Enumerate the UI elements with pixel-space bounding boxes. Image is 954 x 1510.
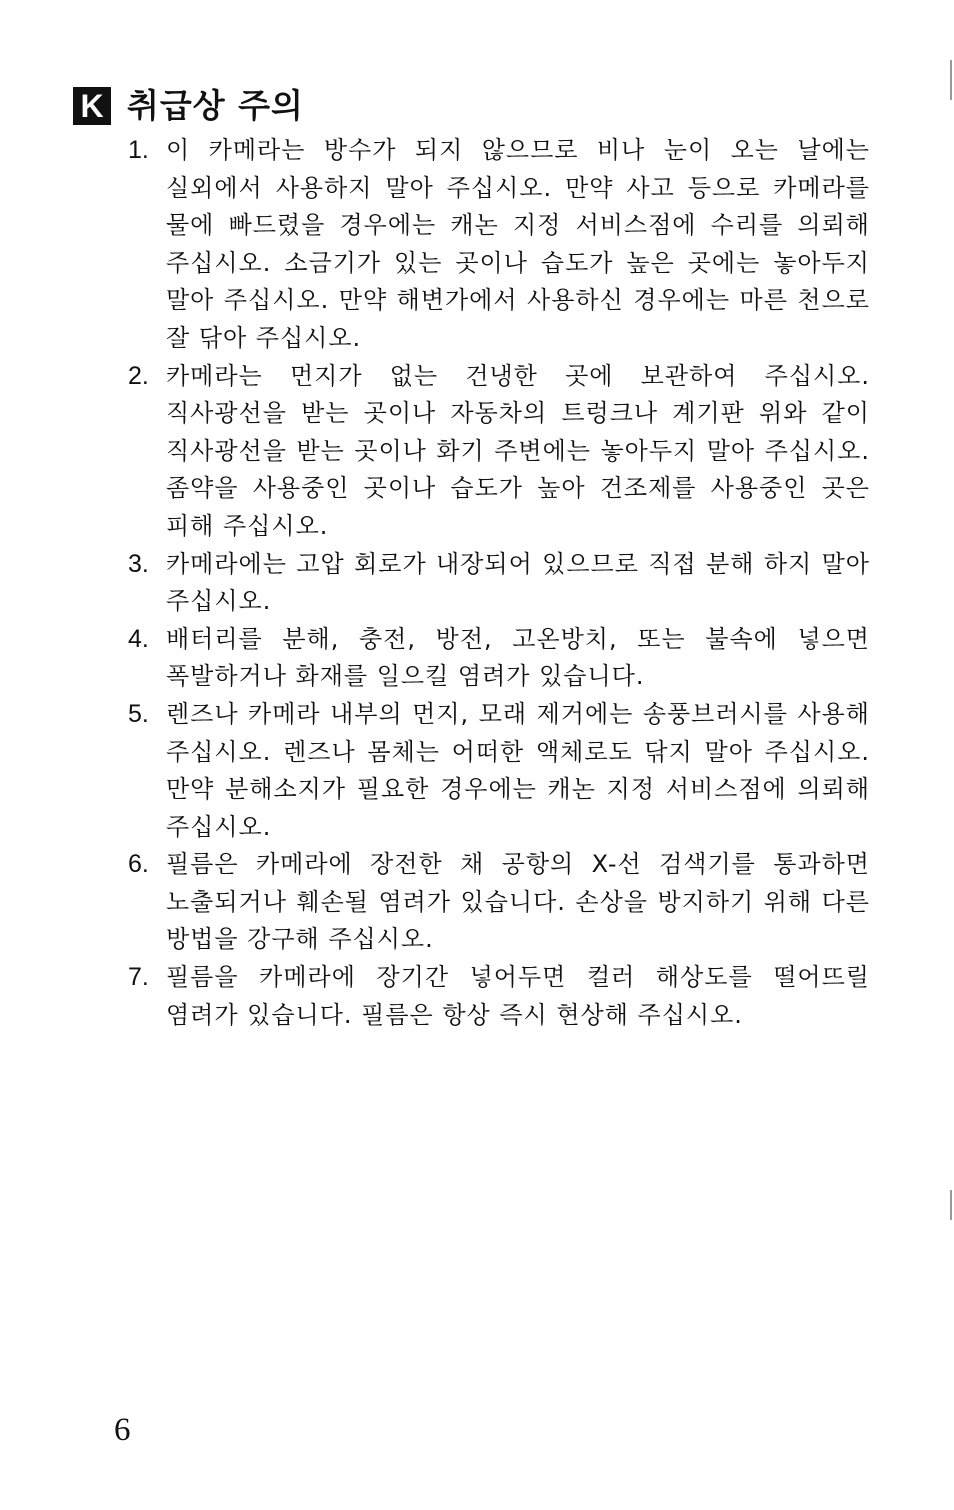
precaution-item-3 <box>128 546 870 621</box>
item-text: 렌즈나 카메라 내부의 먼지, 모래 제거에는 송풍브러시를 사용해 주십시오. 렌즈나 몸체는 어떠한 액체로도 닦지 말아 주십시오. 만약 분해소지가 필요한 경우에는 캐논 지정 서비스점에 의뢰해 주십시오. <box>166 699 870 841</box>
item-number: 1. <box>128 136 149 164</box>
item-number: 3. <box>128 549 149 578</box>
item-number: 5. <box>128 699 149 728</box>
item-text: 필름은 카메라에 장전한 채 공항의 X-선 검색기를 통과하면 노출되거나 훼손될 염려가 있습니다. 손상을 방지하기 위해 다른 방법을 강구해 주십시오. <box>166 850 870 954</box>
page-number: 6 <box>114 1412 131 1448</box>
precautions-list <box>128 132 870 1034</box>
precaution-item-1 <box>128 132 870 358</box>
item-text: 배터리를 분해, 충전, 방전, 고온방치, 또는 불속에 넣으면 폭발하거나 화재를 일으킬 염려가 있습니다. <box>166 624 870 691</box>
precaution-item-6 <box>128 846 870 959</box>
item-text: 카메라에는 고압 회로가 내장되어 있으므로 직접 분해 하지 말아 주십시오. <box>166 549 870 616</box>
section-heading <box>73 86 304 126</box>
precaution-item-4 <box>128 621 870 696</box>
item-text: 카메라는 먼지가 없는 건냉한 곳에 보관하여 주십시오. 직사광선을 받는 곳이나 자동차의 트렁크나 계기판 위와 같이 직사광선을 받는 곳이나 화기 주변에는 놓아두지 말아 주십시오. 좀약을 사용중인 곳이나 습도가 높아 건조제를 사용중인 곳은 피해 주십시오. <box>166 361 870 540</box>
item-text: 필름을 카메라에 장기간 넣어두면 컬러 해상도를 떨어뜨릴 염려가 있습니다. 필름은 항상 즉시 현상해 주십시오. <box>166 963 870 1029</box>
item-number: 2. <box>128 361 149 390</box>
precaution-item-5 <box>128 696 870 846</box>
scan-edge-mark <box>950 1190 952 1220</box>
item-number: 7. <box>128 963 149 992</box>
scan-edge-mark <box>950 60 952 100</box>
section-title: 취급상 주의 <box>127 86 304 125</box>
item-text: 이 카메라는 방수가 되지 않으므로 비나 눈이 오는 날에는 실외에서 사용하지 말아 주십시오. 만약 사고 등으로 카메라를 물에 빠드렸을 경우에는 캐논 지정 서비스점에 수리를 의뢰해 주십시오. 소금기가 있는 곳이나 습도가 높은 곳에는 놓아두지 말아 주십시오. 만약 해변가에서 사용하신 경우에는 마른 천으로 잘 닦아 주십시오. <box>166 136 870 352</box>
item-number: 4. <box>128 624 149 653</box>
precaution-item-2 <box>128 358 870 546</box>
item-number: 6. <box>128 850 149 879</box>
precaution-item-7 <box>128 959 870 1034</box>
language-badge: K <box>73 87 111 125</box>
